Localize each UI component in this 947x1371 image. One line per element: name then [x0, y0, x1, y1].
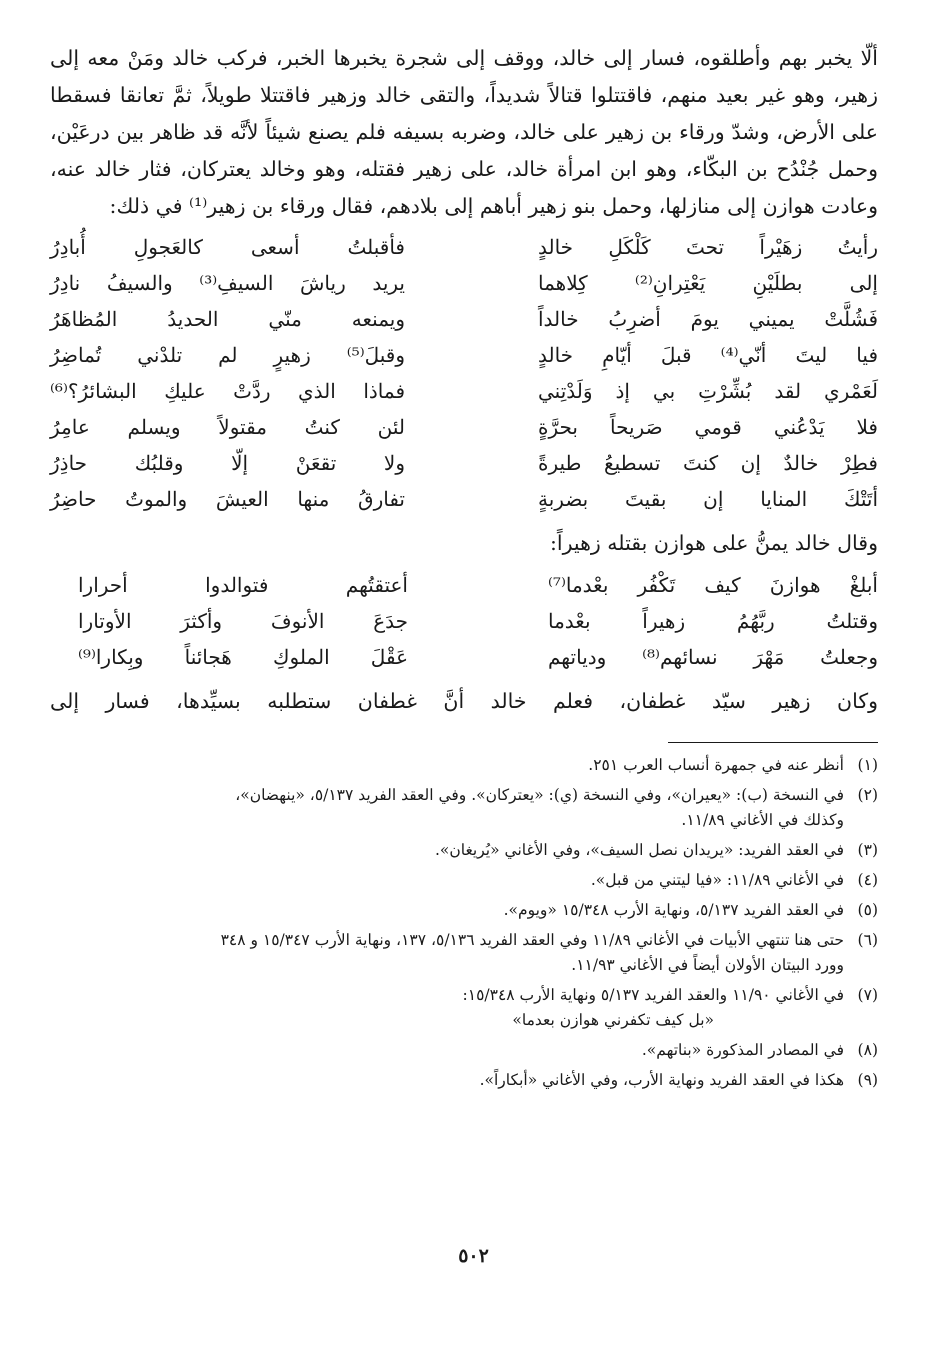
footnote-text: وكذلك في الأغاني ١١/٨٩.: [681, 810, 844, 829]
first-hemistich: فلا يَدْعُني قومي صَريحاً بحرَّةٍ: [538, 415, 878, 439]
footnote: [50, 753, 878, 778]
footnote-number: (١): [857, 755, 878, 774]
footnote: [50, 1068, 878, 1093]
footnote: [50, 928, 878, 978]
poem-couplet: [50, 481, 878, 517]
second-hemistich: عَقْلَ الملوكِ هَجائناً وبِكارا⁽⁹⁾: [78, 645, 408, 669]
footnote-number: (٧): [857, 985, 878, 1004]
first-hemistich: أتَتْكَ المنايا إن بقيتَ بضربةٍ: [538, 487, 878, 511]
second-hemistich: ولا تقعَنْ إلّا وقلبُك حاذِرُ: [50, 451, 405, 475]
footnote-text: في الأغاني ١١/٩٠ والعقد الفريد ٥/١٣٧ ونهاية الأرب ١٥/٣٤٨:: [462, 985, 844, 1004]
footnote-text: أنظر عنه في جمهرة أنساب العرب ٢٥١.: [588, 755, 844, 774]
footnote-number: (٩): [857, 1070, 878, 1089]
first-hemistich: فطِرْ خالدٌ إن كنتَ تسطيعُ طيرةً: [538, 451, 878, 475]
first-hemistich: رأيتُ زهَيْراً تحتَ كَلْكَلِ خالدٍ: [538, 235, 878, 259]
footnote-quote: «بل كيف تكفرني هوازن بعدما»: [512, 1010, 714, 1029]
footnotes: [50, 753, 878, 1093]
poem-couplet: [50, 409, 878, 445]
footnote-text: في العقد الفريد ٥/١٣٧، ونهاية الأرب ١٥/٣٤٨ «ويوم».: [503, 900, 844, 919]
footnote: [50, 868, 878, 893]
poem-couplet: [50, 337, 878, 373]
poem-warqa: [50, 229, 878, 517]
poem-khalid: [50, 567, 878, 675]
footnote-text: وورد البيتان الأولان أيضاً في الأغاني ١١/٩٣.: [571, 955, 844, 974]
poem-couplet: [50, 229, 878, 265]
second-hemistich: تفارقُ منها العيشَ والموتُ حاضِرُ: [50, 487, 405, 511]
book-page: [50, 40, 878, 1098]
first-hemistich: لَعَمْري لقد بُشِّرْتِ بي إذ وَلَدْتِني: [538, 379, 878, 403]
page-number: ٥٠٢: [458, 1245, 489, 1267]
footnote-number: (٤): [857, 870, 878, 889]
first-hemistich: فَشُلَّتْ يميني يومَ أضرِبُ خالداً: [538, 307, 878, 331]
footnote-number: (٢): [857, 785, 878, 804]
poem-couplet: [50, 567, 878, 603]
footnote: [50, 838, 878, 863]
first-hemistich: وجعلتُ مَهْرَ نسائهم⁽⁸⁾ ودياتهم: [548, 645, 879, 669]
poem-couplet: [50, 265, 878, 301]
footnote-separator: [668, 742, 878, 743]
prose-block: [50, 40, 878, 225]
second-hemistich: يريد رياشَ السيفِ⁽³⁾ والسيفُ نادِرُ: [50, 271, 405, 295]
prose-paragraph: ألّا يخبر بهم وأطلقوه، فسار إلى خالد، ووقف إلى شجرة يخبرها الخبر، فركب خالد ومَنْ معه إلى زهير، وهو غير بعيد منهم، فاقتتلوا قتالاً شديداً، والتقى خالد وزهير فاقتتلا طويلاً، ثمَّ تعانقا فسقطا على الأرض، وشدّ ورقاء بن زهير على خالد، وضربه بسيفه فلم يصنع شيئاً لأنَّه قد ظاهر بين درعَيْن، وحمل جُنْدُح بن البكّاء، وهو ابن امرأة خالد، على زهير فقتله، وهو وخالد يعتركان، فثار خالد عنه، وعادت هوازن إلى منازلها، وحمل بنو زهير أباهم إلى بلادهم، فقال ورقاء بن زهير⁽¹⁾ في ذلك:: [50, 46, 878, 218]
second-hemistich: وقبلَ⁽⁵⁾ زهيرٍ لم تلدْني تُماضِرُ: [50, 343, 405, 367]
second-hemistich: لئن كنتُ مقتولاً ويسلم عامِرُ: [50, 415, 405, 439]
footnote-number: (٥): [857, 900, 878, 919]
footnote-number: (٨): [857, 1040, 878, 1059]
footnote: [50, 1038, 878, 1063]
footnote-number: (٣): [857, 840, 878, 859]
poem-couplet: [50, 603, 878, 639]
poem-couplet: [50, 373, 878, 409]
first-hemistich: أبلغْ هوازنَ كيف تَكْفُر بعْدما⁽⁷⁾: [548, 573, 878, 597]
footnote: [50, 783, 878, 833]
second-hemistich: أعتقتُهم فتوالدوا أحرارا: [78, 573, 408, 597]
footnote-number: (٦): [857, 930, 878, 949]
footnote-text: في الأغاني ١١/٨٩: «فيا ليتني من قبل».: [590, 870, 844, 889]
second-hemistich: فأقبلتُ أسعى كالعَجولِ أُبادِرُ: [50, 235, 405, 259]
poem-couplet: [50, 301, 878, 337]
poem-couplet: [50, 445, 878, 481]
closing-line: وكان زهير سيّد غطفان، فعلم خالد أنَّ غطفان ستطلبه بسيِّدها، فسار إلى: [50, 689, 878, 713]
second-hemistich: ويمنعه منّي الحديدُ المُظاهَرُ: [50, 307, 405, 331]
footnote-text: هكذا في العقد الفريد ونهاية الأرب، وفي الأغاني «أبكاراً».: [479, 1070, 844, 1089]
footnote: [50, 898, 878, 923]
first-hemistich: إلى بطلَيْنِ يَعْتِرانِ⁽²⁾ كِلاهما: [538, 271, 878, 295]
second-hemistich: فماذا الذي ردَّتْ عليكِ البشائرُ؟⁽⁶⁾: [50, 379, 405, 403]
footnote: [50, 983, 878, 1033]
first-hemistich: فيا ليتَ أنّي⁽⁴⁾ قبلَ أيّامِ خالدٍ: [538, 343, 878, 367]
footnote-text: حتى هنا تنتهي الأبيات في الأغاني ١١/٨٩ وفي العقد الفريد ٥/١٣٦، ١٣٧، ونهاية الأرب ١٥/٣٤٧ و ٣٤٨: [220, 930, 844, 949]
second-hemistich: جدَعَ الأنوفَ وأكثرَ الأوتارا: [78, 609, 408, 633]
footnote-text: في العقد الفريد: «يريدان نصل السيف»، وفي الأغاني «يُريغان».: [434, 840, 844, 859]
poem-couplet: [50, 639, 878, 675]
first-hemistich: وقتلتُ ربَّهُمُ زهيراً بعْدما: [548, 609, 878, 633]
footnote-text: في المصادر المذكورة «بناتهم».: [641, 1040, 844, 1059]
poem-intro: وقال خالد يمنُّ على هوازن بقتله زهيراً:: [549, 531, 878, 555]
footnote-text: في النسخة (ب): «يعيران»، وفي النسخة (ي): «يعتركان». وفي العقد الفريد ٥/١٣٧، «ينهضان»،: [235, 785, 844, 804]
